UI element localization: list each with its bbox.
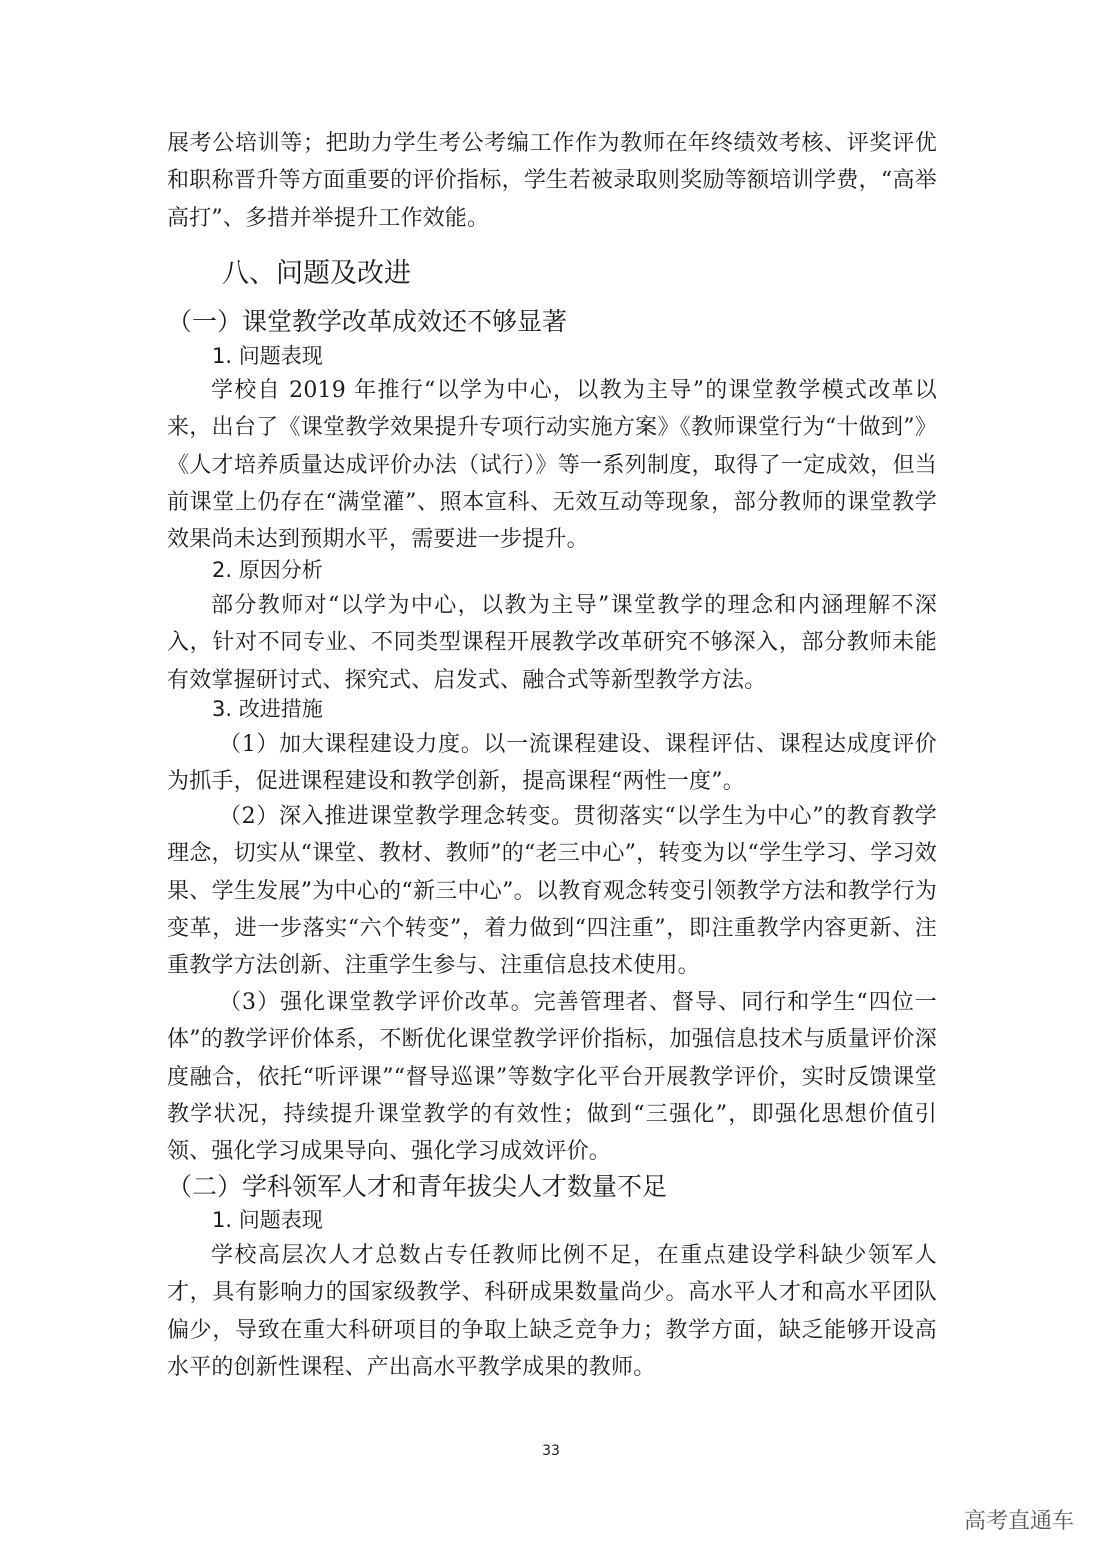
part1-sub2-heading: 2. 原因分析 (212, 558, 323, 582)
watermark: 高考直通车 (963, 1509, 1074, 1534)
part2-title: （二）学科领军人才和青年拔尖人才数量不足 (167, 1172, 668, 1201)
page-number: 33 (542, 1443, 560, 1459)
part1-sub2-text: 部分教师对“以学为中心，以教为主导”课堂教学的理念和内涵理解不深入，针对不同专业、不同类型课程开展教学改革研究不够深入，部分教师未能有效掌握研讨式、探究式、启发式、融合式等新型教学方法。 (167, 593, 937, 693)
part2-sub1-text: 学校高层次人才总数占专任教师比例不足，在重点建设学科缺少领军人才，具有影响力的国家级教学、科研成果数量尚少。高水平人才和高水平团队偏少，导致在重大科研项目的争取上缺乏竞争力；教学方面，缺乏能够开设高水平的创新性课程、产出高水平教学成果的教师。 (167, 1243, 937, 1380)
measure-1: （1）加大课程建设力度。以一流课程建设、课程评估、课程达成度评价为抓手，促进课程建设和教学创新，提高课程“两性一度”。 (167, 732, 937, 795)
part2-sub1-heading: 1. 问题表现 (212, 1208, 323, 1232)
part1-sub3-heading: 3. 改进措施 (212, 697, 323, 721)
section-title: 八、问题及改进 (222, 258, 411, 289)
part1-sub1-text: 学校自 2019 年推行“以学为中心，以教为主导”的课堂教学模式改革以来，出台了《课堂教学效果提升专项行动实施方案》《教师课堂行为“十做到”》《人才培养质量达成评价办法（试行）》等一系列制度，取得了一定成效，但当前课堂上仍存在“满堂灌”、照本宣科、无效互动等现象，部分教师的课堂教学效果尚未达到预期水平，需要进一步提升。 (167, 378, 937, 553)
part1-sub1-heading: 1. 问题表现 (212, 344, 323, 368)
measure-3: （3）强化课堂教学评价改革。完善管理者、督导、同行和学生“四位一体”的教学评价体系，不断优化课堂教学评价指标，加强信息技术与质量评价深度融合，依托“听评课”“督导巡课”等数字化平台开展教学评价，实时反馈课堂教学状况，持续提升课堂教学的有效性；做到“三强化”，即强化思想价值引领、强化学习成果导向、强化学习成效评价。 (167, 990, 937, 1165)
intro-paragraph: 展考公培训等；把助力学生考公考编工作作为教师在年终绩效考核、评奖评优和职称晋升等方面重要的评价指标，学生若被录取则奖励等额培训学费，“高举高打”、多措并举提升工作效能。 (167, 131, 937, 231)
part1-title: （一）课堂教学改革成效还不够显著 (167, 307, 568, 336)
measure-2: （2）深入推进课堂教学理念转变。贯彻落实“以学生为中心”的教育教学理念，切实从“课堂、教材、教师”的“老三中心”，转变为以“学生学习、学习效果、学生发展”为中心的“新三中心”。以教育观念转变引领教学方法和教学行为变革，进一步落实“六个转变”，着力做到“四注重”，即注重教学内容更新、注重教学方法创新、注重学生参与、注重信息技术使用。 (167, 804, 937, 979)
